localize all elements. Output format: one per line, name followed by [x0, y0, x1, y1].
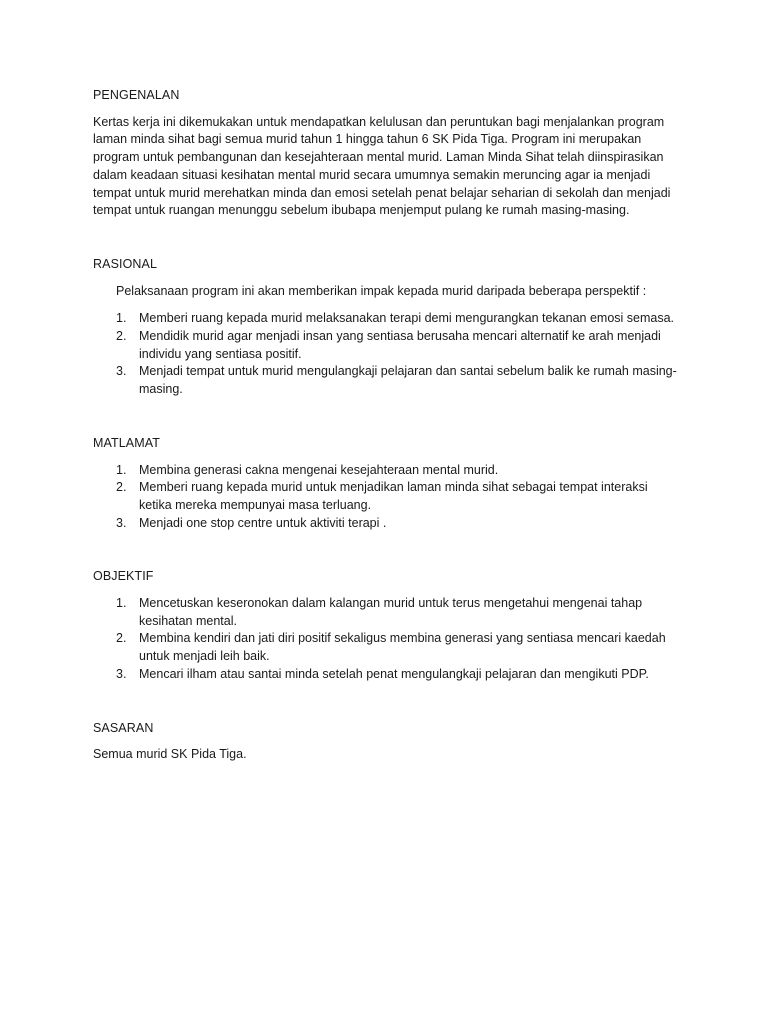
rasional-list [93, 310, 683, 399]
section-matlamat [93, 435, 683, 533]
list-item [93, 595, 683, 630]
list-number: 1. [116, 462, 127, 477]
list-item [93, 310, 683, 328]
list-item [93, 479, 683, 514]
list-number: 1. [116, 311, 127, 326]
list-text: Menjadi one stop centre untuk aktiviti terapi . [139, 515, 387, 530]
list-number: 1. [116, 596, 127, 611]
list-text: Membina generasi cakna mengenai kesejahteraan mental murid. [139, 462, 499, 477]
list-text: Memberi ruang kepada murid untuk menjadikan laman minda sihat sebagai tempat interaksi ketika mereka mempunyai masa terluang. [139, 480, 648, 512]
rasional-intro: Pelaksanaan program ini akan memberikan impak kepada murid daripada beberapa perspektif : [116, 283, 647, 298]
list-item [93, 363, 683, 398]
section-pengenalan [93, 87, 683, 220]
section-rasional [93, 256, 683, 399]
list-text: Mencari ilham atau santai minda setelah penat mengulangkaji pelajaran dan mengikuti PDP. [139, 666, 649, 681]
section-heading-pengenalan: PENGENALAN [93, 88, 180, 102]
list-item [93, 462, 683, 480]
list-text: Mencetuskan keseronokan dalam kalangan murid untuk terus mengetahui mengenai tahap kesihatan mental. [139, 596, 643, 628]
section-heading-sasaran: SASARAN [93, 720, 154, 735]
objektif-list [93, 595, 683, 684]
list-number: 2. [116, 329, 127, 344]
list-item [93, 630, 683, 665]
list-number: 3. [116, 666, 127, 681]
list-text: Mendidik murid agar menjadi insan yang sentiasa berusaha mencari alternatif ke arah menjadi individu yang sentiasa positif. [139, 329, 661, 361]
section-heading-objektif: OBJEKTIF [93, 569, 154, 584]
list-text: Membina kendiri dan jati diri positif sekaligus membina generasi yang sentiasa mencari kaedah untuk menjadi leih baik. [139, 631, 666, 664]
list-item [93, 515, 683, 533]
section-objektif [93, 568, 683, 683]
list-number: 2. [116, 631, 127, 646]
document-page [93, 87, 683, 764]
list-text: Memberi ruang kepada murid melaksanakan terapi demi mengurangkan tekanan emosi semasa. [139, 311, 675, 326]
section-heading-rasional: RASIONAL [93, 256, 158, 271]
list-number: 2. [116, 480, 127, 495]
matlamat-list [93, 462, 683, 533]
section-sasaran [93, 720, 683, 764]
list-item [93, 666, 683, 684]
pengenalan-paragraph: Kertas kerja ini dikemukakan untuk mendapatkan kelulusan dan peruntukan bagi menjalankan program laman minda sihat bagi semua murid tahun 1 hingga tahun 6 SK Pida Tiga. Program ini merupakan program untuk pembangunan dan kesejahteraan mental murid. Laman Minda Sihat telah diinspirasikan dalam keadaan situasi kesihatan mental murid secara umumnya semakin meruncing agar ia menjadi tempat untuk murid merehatkan minda dan emosi setelah penat belajar seharian di sekolah dan menjadi tempat untuk ruangan menunggu sebelum ibubapa menjemput pulang ke rumah masing-masing. [93, 114, 671, 218]
list-number: 3. [116, 515, 127, 530]
sasaran-paragraph: Semua murid SK Pida Tiga. [93, 747, 247, 762]
list-text: Menjadi tempat untuk murid mengulangkaji pelajaran dan santai sebelum balik ke rumah masing-masing. [139, 364, 677, 397]
section-heading-matlamat: MATLAMAT [93, 435, 161, 450]
list-number: 3. [116, 364, 127, 379]
list-item [93, 328, 683, 363]
